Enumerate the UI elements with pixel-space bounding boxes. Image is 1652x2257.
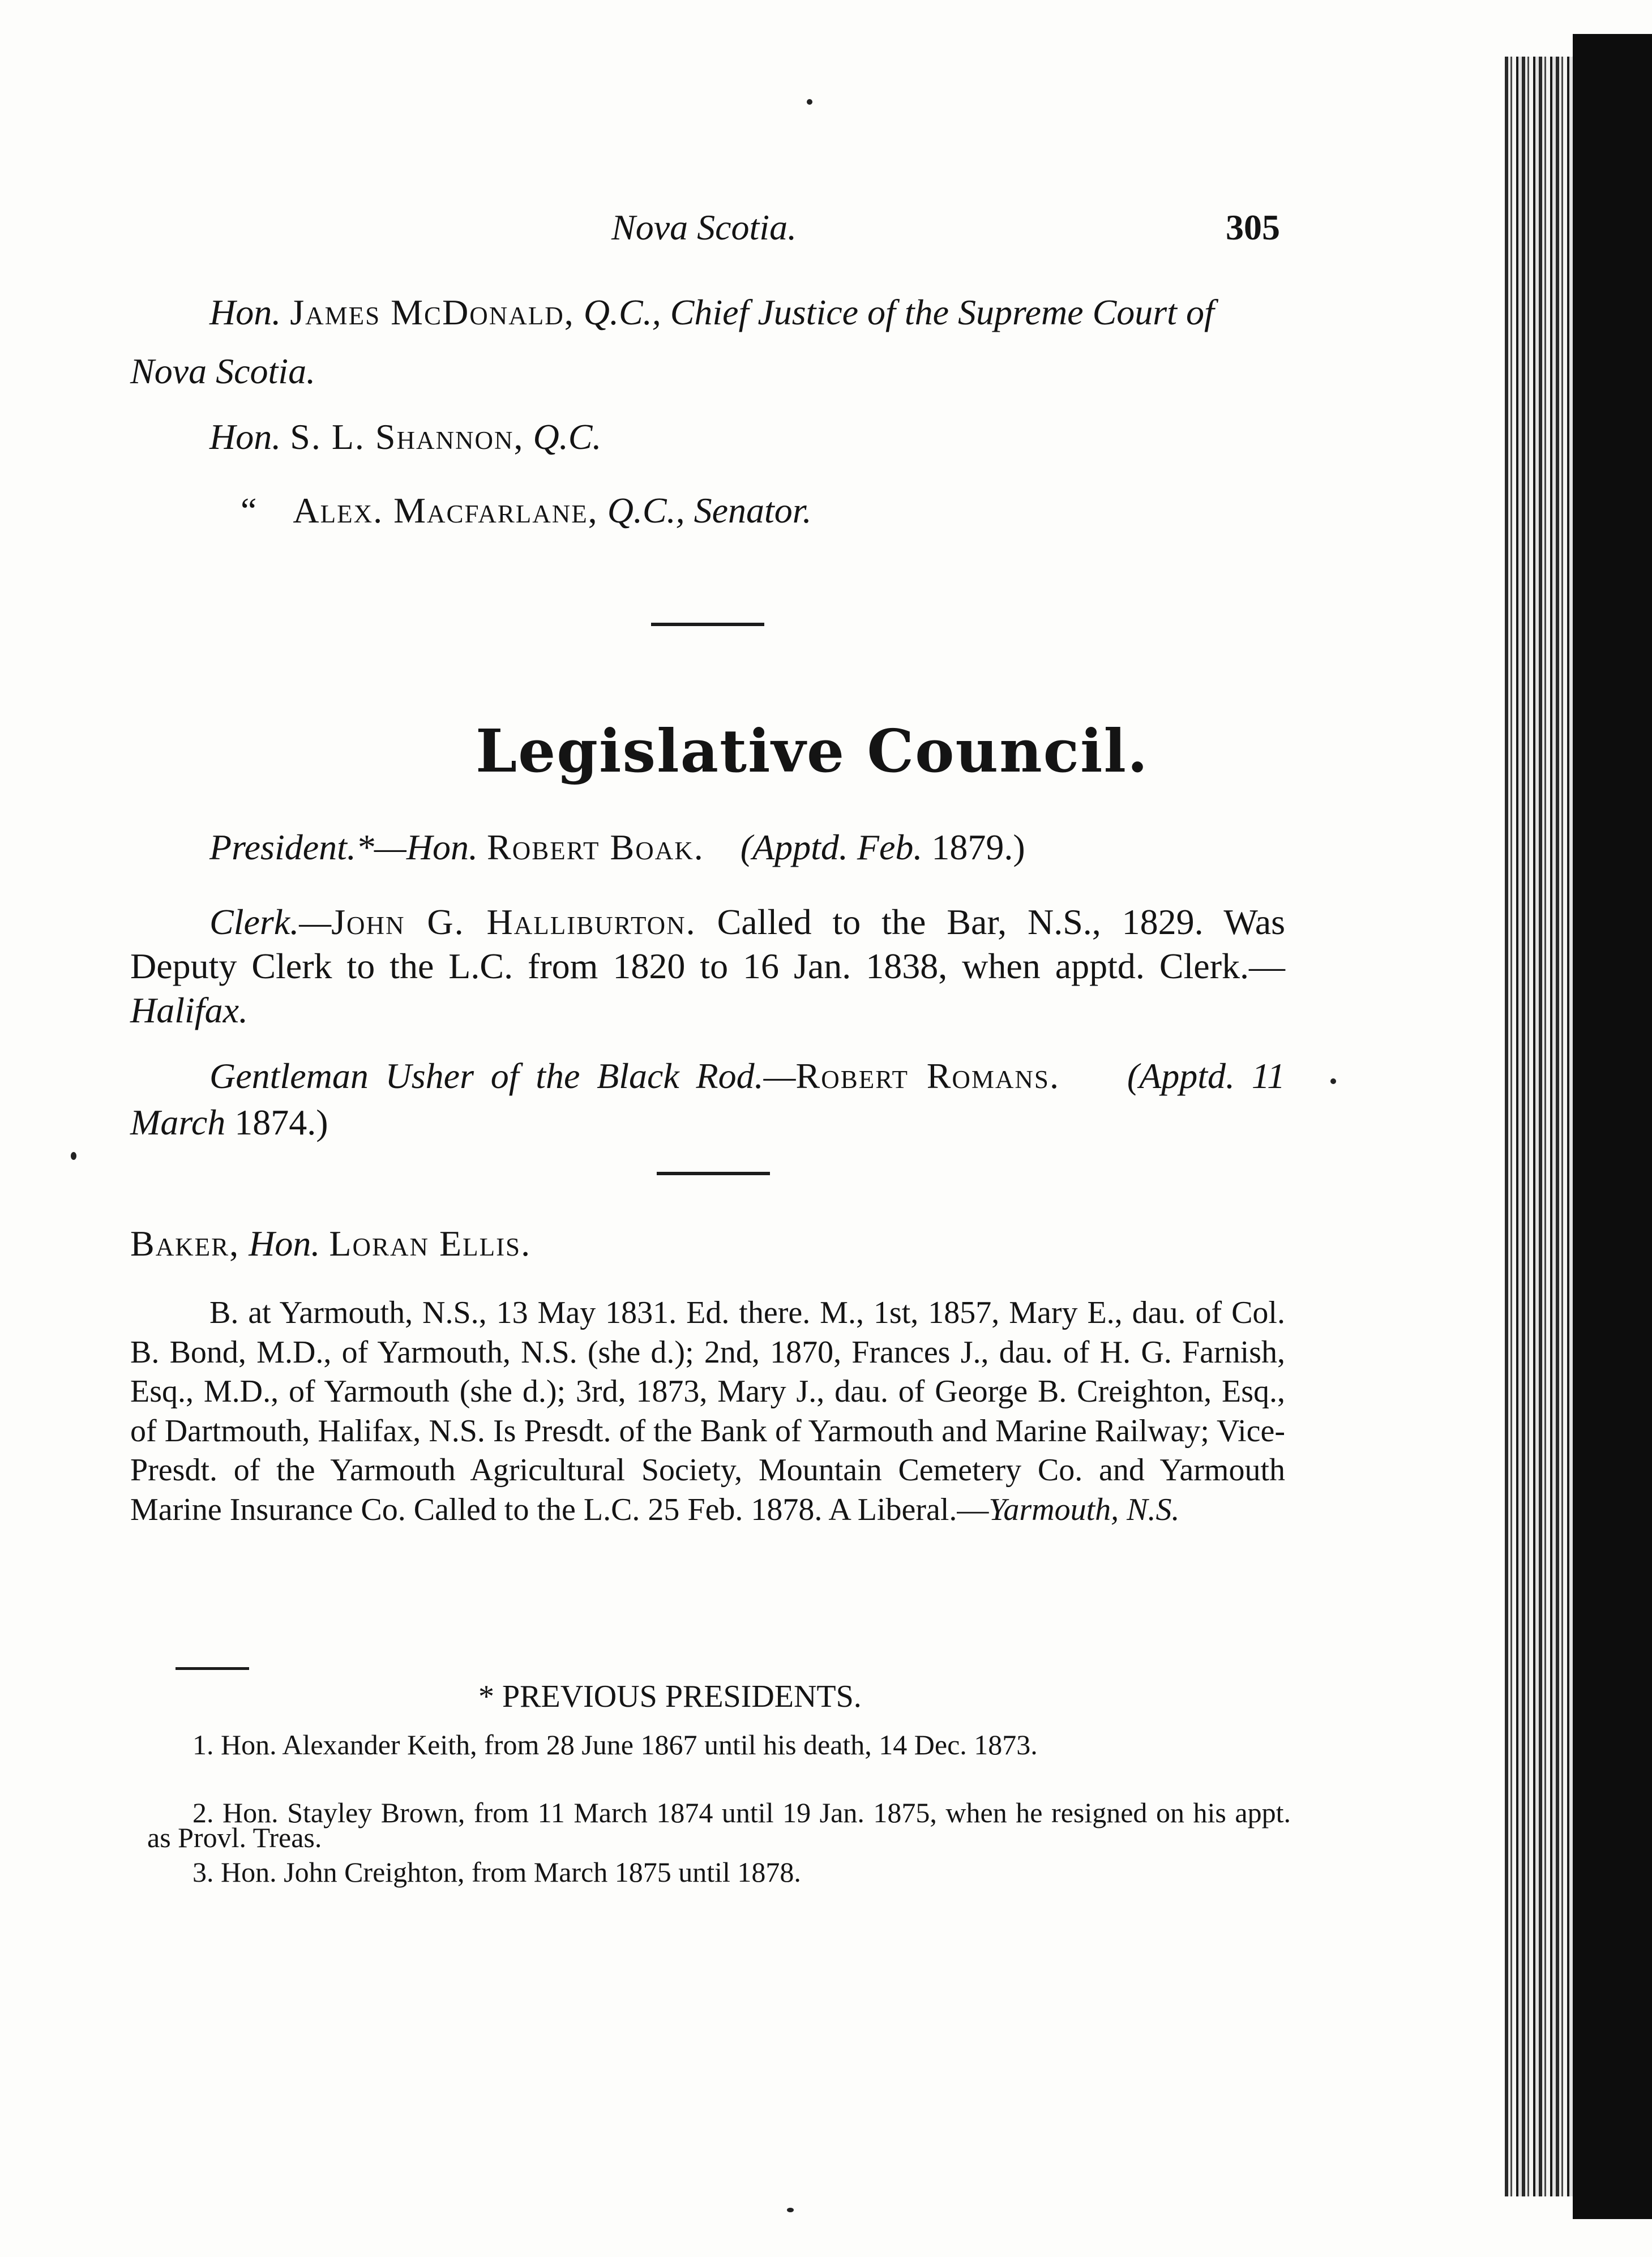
scan-speck xyxy=(807,99,812,105)
member-entry xyxy=(209,416,601,458)
member-prefix: Hon. xyxy=(209,417,281,457)
footnote-heading: * PREVIOUS PRESIDENTS. xyxy=(478,1679,862,1714)
bio-details: B. at Yarmouth, N.S., 13 May 1831. Ed. there. M., 1st, 1857, Mary E., dau. of Col. B. Bond, M.D., of Yarmouth, N.S. (she d.); 2nd, 1870, Frances J., dau. of H. G. Farnish, Esq., M.D., of Yarmouth (she d.); 3rd, 1873, Mary J., dau. of George B. Creighton, Esq., of Dartmouth, Halifax, N.S. Is Presdt. of the Bank of Yarmouth and Marine Railway; Vice-Presdt. of the Yarmouth Agricultural Society, Mountain Cemetery Co. and Yarmouth Marine Insurance Co. Called to the L.C. 25 Feb. 1878. A Liberal.— xyxy=(130,1295,1285,1527)
footnote-item: 2. Hon. Stayley Brown, from 11 March 1874 until 19 Jan. 1875, when he resigned on his appt. as Provl. Treas. xyxy=(147,1797,1291,1853)
bio-residence: Yarmouth, N.S. xyxy=(988,1492,1180,1527)
member-entry xyxy=(130,283,1285,401)
biography-text xyxy=(130,1294,1285,1530)
appointment-note: (Apptd. 11 March xyxy=(130,1056,1286,1142)
section-divider xyxy=(651,623,764,626)
clerk-entry xyxy=(130,900,1285,1033)
page-edge-dark xyxy=(1573,34,1652,2219)
scan-speck xyxy=(787,2208,794,2212)
member-suffix: Q.C. xyxy=(533,417,602,457)
clerk-place: Halifax. xyxy=(130,990,248,1030)
appointment-year: 1879.) xyxy=(931,827,1025,867)
scan-speck xyxy=(1330,1078,1336,1084)
clerk-details: Called to the Bar, N.S., 1829. Was Deputy Clerk to the L.C. from 1820 to 16 Jan. 1838, when apptd. Clerk.— xyxy=(130,902,1286,986)
section-title: Legislative Council. xyxy=(476,716,1149,786)
member-suffix: Q.C., xyxy=(607,490,685,530)
usher-entry xyxy=(130,1053,1285,1146)
page-number: 305 xyxy=(1226,207,1280,247)
officer-name: Robert Boak. xyxy=(487,827,704,867)
officer-name: Robert Romans. xyxy=(795,1056,1060,1096)
officer-label: Clerk.— xyxy=(209,902,332,942)
member-name: Alex. Macfarlane, xyxy=(293,490,598,530)
officer-label: President.*—Hon. xyxy=(209,827,478,867)
bio-given-name: Loran Ellis. xyxy=(329,1223,532,1264)
appointment-year: 1874.) xyxy=(234,1102,328,1142)
member-entry xyxy=(241,490,812,532)
biography-heading xyxy=(130,1223,531,1265)
footnote-item: 3. Hon. John Creighton, from March 1875 until 1878. xyxy=(192,1856,801,1888)
member-suffix: Q.C., xyxy=(583,292,661,332)
ditto-mark: “ xyxy=(241,490,257,530)
appointment-note: (Apptd. Feb. xyxy=(740,827,923,867)
member-role: Senator. xyxy=(694,490,812,530)
member-prefix: Hon. xyxy=(209,292,281,332)
footnote-divider xyxy=(176,1667,249,1670)
running-title: Nova Scotia. xyxy=(611,207,797,247)
section-divider xyxy=(657,1172,770,1175)
member-role: Chief Justice of the Supreme Court of Nova Scotia. xyxy=(130,292,1214,391)
footnote-item: 1. Hon. Alexander Keith, from 28 June 1867 until his death, 14 Dec. 1873. xyxy=(192,1729,1038,1761)
member-name: James McDonald, xyxy=(290,292,575,332)
bio-surname: Baker, xyxy=(130,1223,240,1264)
scan-speck xyxy=(71,1152,76,1160)
officer-name: John G. Halliburton. xyxy=(331,902,696,942)
bio-prefix: Hon. xyxy=(249,1223,320,1264)
officer-label: Gentleman Usher of the Black Rod.— xyxy=(209,1056,796,1096)
member-name: S. L. Shannon, xyxy=(290,417,524,457)
president-line xyxy=(209,826,1025,868)
